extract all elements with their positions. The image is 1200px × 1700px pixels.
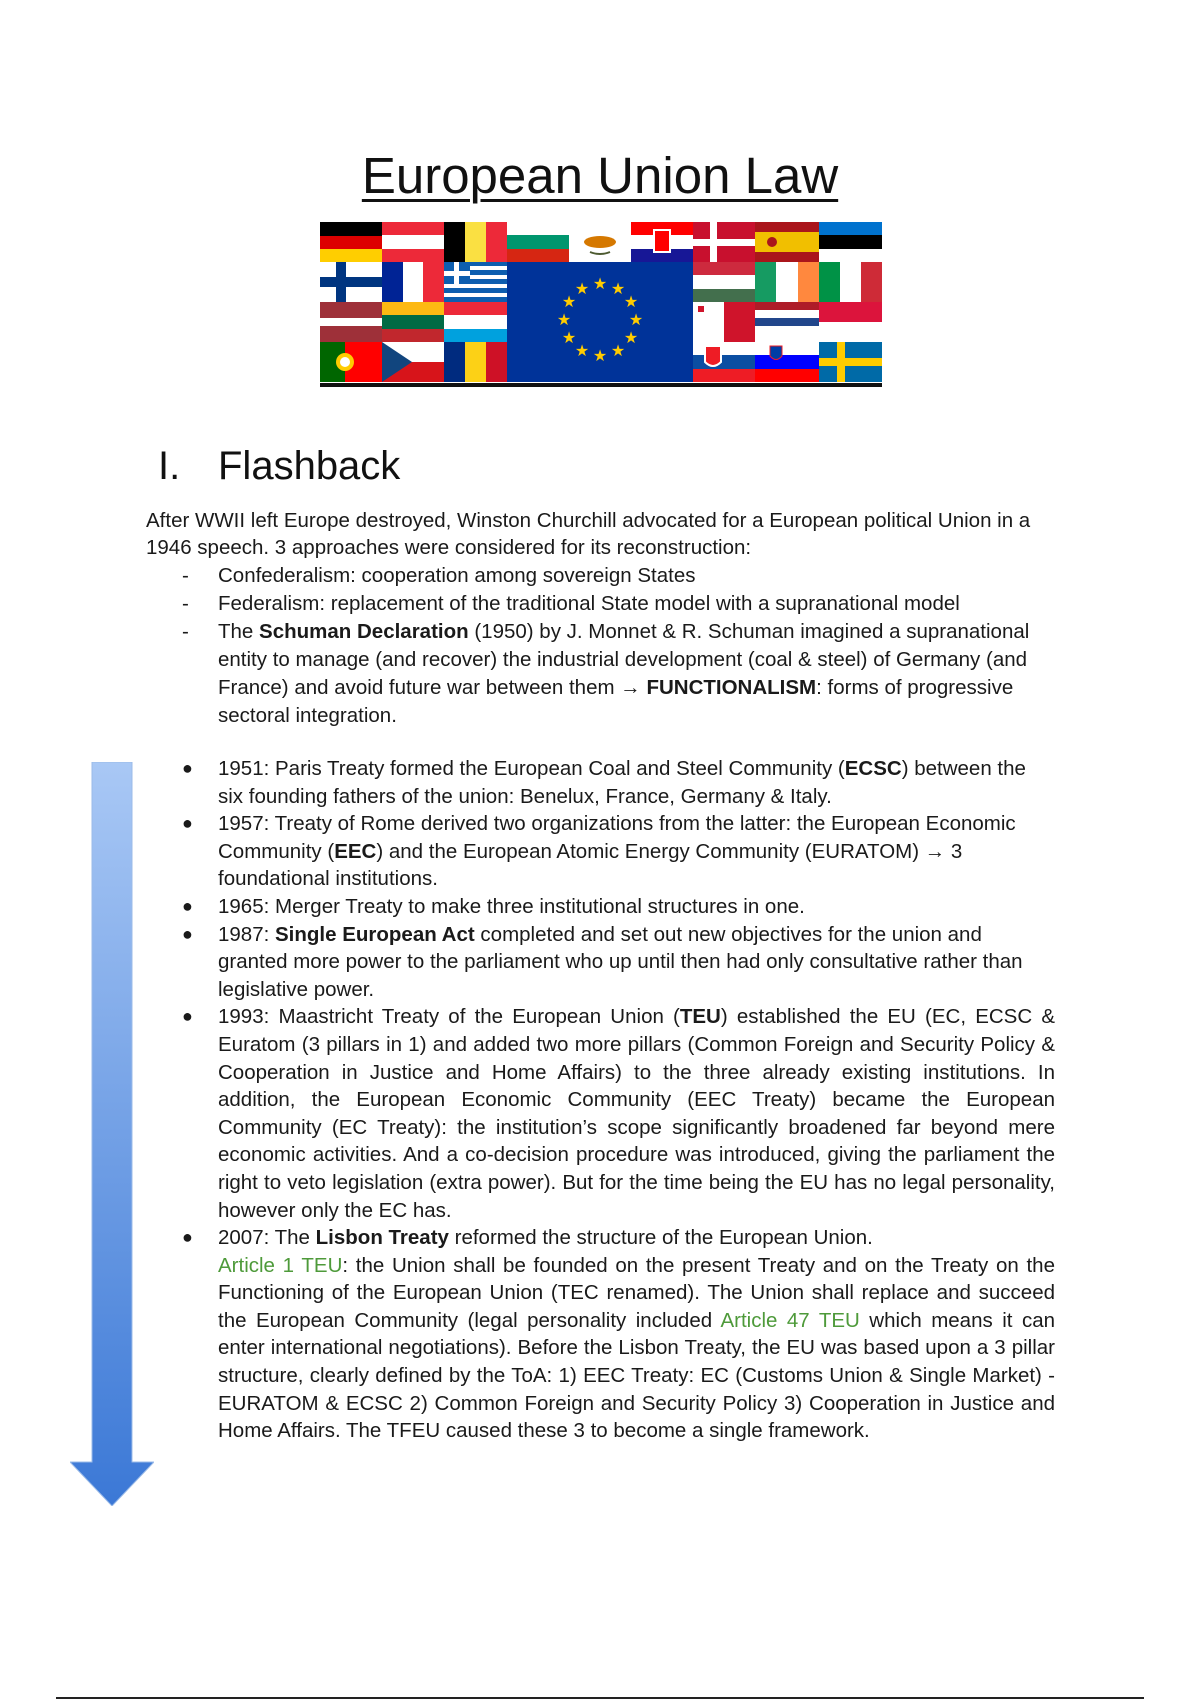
approaches-list — [182, 562, 1062, 730]
article-47-teu-link[interactable]: Article 47 TEU — [720, 1308, 860, 1332]
svg-text:★: ★ — [574, 279, 590, 298]
section-heading — [158, 442, 400, 490]
intro-paragraph: After WWII left Europe destroyed, Winston Churchill advocated for a European political Union in a 1946 speech. 3 approaches were considered for its reconstruction: — [146, 509, 1031, 559]
timeline-item-1965: ● 1965: Merger Treaty to make three institutional structures in one. — [182, 894, 805, 918]
page-title: European Union Law — [361, 147, 839, 204]
timeline-item-1957: ● 1957: Treaty of Rome derived two organizations from the latter: the European Economic Community (EEC) and the European Atomic Energy Community (EURATOM) → 3 foundational institutions. — [182, 812, 1016, 891]
svg-text:★: ★ — [561, 292, 577, 311]
svg-text:★: ★ — [610, 341, 626, 360]
svg-text:★: ★ — [561, 328, 577, 347]
timeline-item-1993: ● 1993: Maastricht Treaty of the European Union (TEU) established the EU (EC, ECSC & Euratom (3 pillars in 1) and added two more pillars (Common Foreign and Security Policy & Cooperation in Justice and Home Affairs) to the three already existing institutions. In addition, the European Economic Community (EEC Treaty) became the European Community (EC Treaty): the institution’s scope significantly broadened far beyond mere economic activities. And a co-decision procedure was introduced, giving the parliament the right to veto legislation (extra power). But for the time being the EU has no legal personality, however only the EC has. — [182, 1005, 1055, 1222]
svg-text:★: ★ — [623, 292, 639, 311]
svg-text:★: ★ — [623, 328, 639, 347]
eu-flags-banner — [320, 222, 882, 390]
svg-text:★: ★ — [574, 341, 590, 360]
svg-text:★: ★ — [592, 346, 608, 365]
timeline-item-1951: ● 1951: Paris Treaty formed the European Coal and Steel Community (ECSC) between the six founding fathers of the union: Benelux, France, Germany & Italy. — [182, 757, 1026, 808]
svg-text:★: ★ — [556, 310, 572, 329]
section-title: Flashback — [218, 444, 401, 488]
article-1-teu-link[interactable]: Article 1 TEU — [218, 1253, 343, 1277]
timeline-item-2007: ● 2007: The Lisbon Treaty reformed the structure of the European Union. Article 1 TEU: the Union shall be founded on the present Treaty and on the Treaty on the Functioning of the European Union (TEC renamed). The Union shall replace and succeed the European Community (legal personality included Article 47 TEU which means it can enter international negotiations). Before the Lisbon Treaty, the EU was based upon a 3 pillar structure, clearly defined by the ToA: 1) EEC Treaty: EC (Customs Union & Single Market) - EURATOM & ECSC 2) Common Foreign and Security Policy 3) Cooperation in Justice and Home Affairs. The TFEU caused these 3 to become a single framework. — [182, 1226, 1055, 1443]
page-bottom-rule — [56, 1697, 1144, 1699]
timeline-list — [182, 755, 1055, 1445]
list-item: - The Schuman Declaration (1950) by J. Monnet & R. Schuman imagined a supranational entity to manage (and recover) the industrial development (coal & steel) of Germany (and France) and avoid future war between them → FUNCTIONALISM: forms of progressive sectoral integration. — [182, 620, 1030, 727]
svg-text:★: ★ — [610, 279, 626, 298]
list-item: - Confederalism: cooperation among sovereign States — [182, 564, 696, 587]
list-item: - Federalism: replacement of the traditional State model with a supranational model — [182, 592, 960, 615]
svg-text:★: ★ — [592, 274, 608, 293]
section-number: I. — [158, 444, 181, 488]
timeline-down-arrow-icon — [70, 762, 154, 1506]
svg-text:★: ★ — [628, 310, 644, 329]
timeline-item-1987: ● 1987: Single European Act completed and set out new objectives for the union and granted more power to the parliament who up until then had only consultative rather than legislative power. — [182, 922, 1023, 1001]
eu-member-flags-icon — [320, 222, 882, 390]
